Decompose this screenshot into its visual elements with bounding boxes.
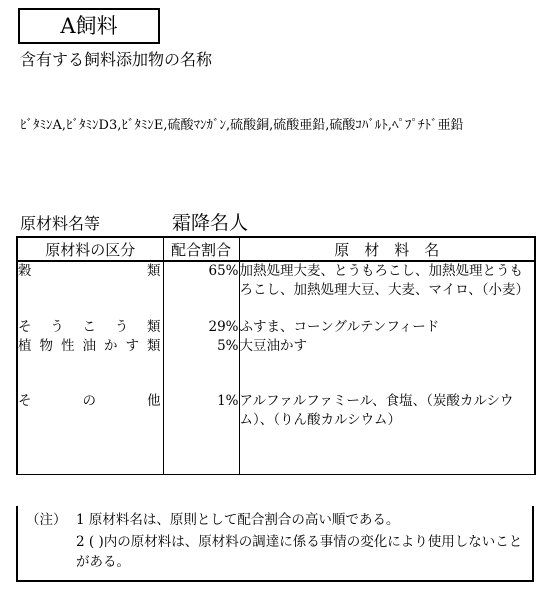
- header-ratio: 配合割合: [163, 237, 239, 261]
- row-ratio: 29%: [163, 318, 239, 337]
- row-category: そうこう類: [18, 319, 161, 335]
- brand-name: 霜降名人: [172, 212, 249, 234]
- row-names: アルファルファミール、食塩、（炭酸カルシウム）、（りん酸カルシウム）: [239, 392, 535, 430]
- row-ratio: 65%: [163, 261, 239, 300]
- row-category: 植物性油かす類: [18, 338, 161, 354]
- row-names: 大豆油かす: [239, 337, 535, 356]
- row-category: 穀類: [18, 263, 161, 279]
- note-1: 1 原材料名は、原則として配合割合の高い順である。: [76, 512, 400, 528]
- table-row: [17, 318, 535, 337]
- notes-label: （注）: [26, 512, 67, 528]
- row-ratio: 1%: [163, 392, 239, 430]
- table-row: [17, 261, 535, 300]
- header-names: 原 材 料 名: [239, 237, 535, 261]
- materials-table: [16, 236, 536, 475]
- additive-heading: 含有する飼料添加物の名称: [20, 50, 213, 69]
- table-row: [17, 337, 535, 356]
- table-header-row: [17, 237, 535, 261]
- additive-list: ﾋﾞﾀﾐﾝA,ﾋﾞﾀﾐﾝD3,ﾋﾞﾀﾐﾝE,硫酸ﾏﾝｶﾞﾝ,硫酸銅,硫酸亜鉛,硫酸ｺﾊﾞﾙﾄ,ﾍﾟﾌﾟﾁﾄﾞ亜鉛: [20, 118, 464, 133]
- material-name-heading: [20, 211, 248, 236]
- table-row: [17, 392, 535, 430]
- header-category: 原材料の区分: [17, 237, 163, 261]
- note-2: 2 ( )内の原材料は、原材料の調達に係る事情の変化により使用しないことがある。: [76, 534, 523, 570]
- feed-title: A飼料: [18, 8, 160, 44]
- notes-box: [16, 506, 534, 582]
- material-name-label: 原材料名等: [20, 214, 101, 233]
- row-category: その他: [18, 393, 161, 409]
- row-names: ふすま、コーングルテンフィード: [239, 318, 535, 337]
- row-ratio: 5%: [163, 337, 239, 356]
- row-names: 加熱処理大麦、とうもろこし、加熱処理とうもろこし、加熱処理大豆、大麦、マイロ、（小麦）: [239, 261, 535, 300]
